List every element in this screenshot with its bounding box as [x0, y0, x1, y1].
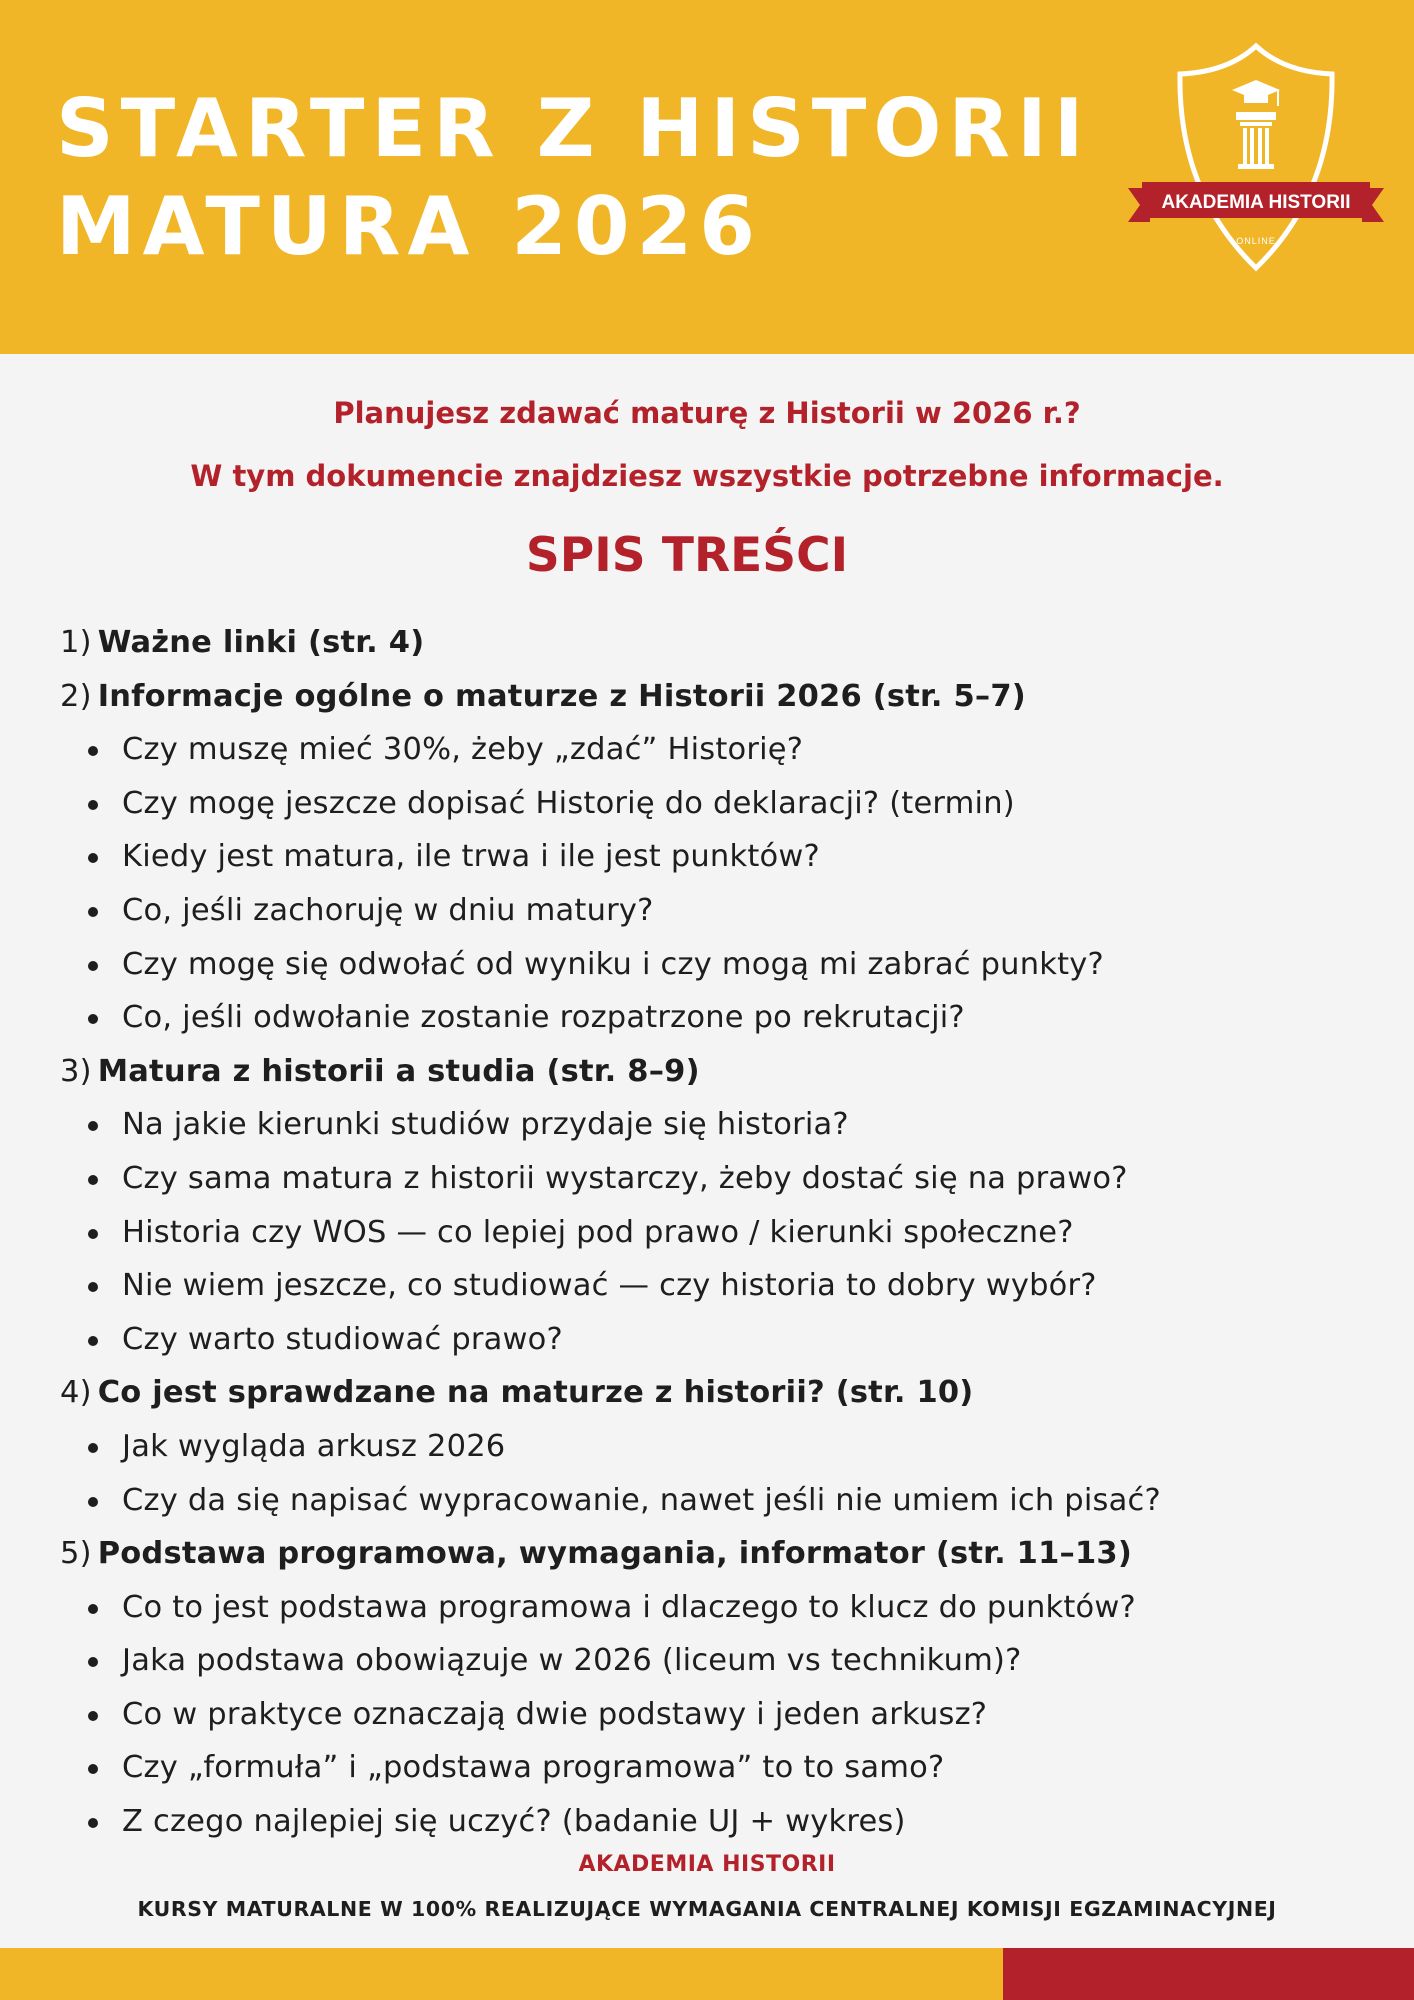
toc-section-number: 1) — [60, 625, 92, 660]
toc-section-number: 5) — [60, 1536, 92, 1572]
footer-tagline: KURSY MATURALNE W 100% REALIZUJĄCE WYMAGANIA CENTRALNEJ KOMISJI EGZAMINACYJNEJ — [137, 1897, 1277, 1921]
toc-list-item: Historia czy WOS — co lepiej pod prawo / kierunki społeczne? — [60, 1206, 1380, 1260]
column-icon — [1236, 112, 1276, 169]
toc-list-item: Na jakie kierunki studiów przydaje się historia? — [60, 1098, 1380, 1152]
footer-brand: AKADEMIA HISTORII — [578, 1852, 836, 1877]
footer-bar-red — [1003, 1948, 1414, 2000]
toc-section-title: Informacje ogólne o maturze z Historii 2026 (str. 5–7) — [97, 678, 1026, 714]
toc-list-item: Czy „formuła” i „podstawa programowa” to to samo? — [60, 1741, 1380, 1795]
title-line-1: STARTER Z HISTORII — [56, 82, 1091, 175]
toc-list-item: Co to jest podstawa programowa i dlaczego to klucz do punktów? — [60, 1581, 1380, 1635]
toc-list-item: Czy mogę się odwołać od wyniku i czy mogą mi zabrać punkty? — [60, 938, 1380, 992]
akademia-historii-logo — [1128, 42, 1384, 274]
table-of-contents — [60, 616, 1380, 1849]
toc-section-title: Ważne linki (str. 4) — [97, 625, 425, 660]
toc-list-item: Z czego najlepiej się uczyć? (badanie UJ + wykres) — [60, 1795, 1380, 1849]
footer-bar-yellow — [0, 1948, 1003, 2000]
toc-list-item: Co, jeśli odwołanie zostanie rozpatrzone po rekrutacji? — [60, 991, 1380, 1045]
title-line-2: MATURA 2026 — [56, 180, 762, 273]
toc-section — [60, 1527, 1380, 1581]
toc-list-item: Czy da się napisać wypracowanie, nawet jeśli nie umiem ich pisać? — [60, 1474, 1380, 1528]
toc-list-item: Czy warto studiować prawo? — [60, 1313, 1380, 1367]
logo-banner-text: AKADEMIA HISTORII — [1161, 192, 1351, 213]
toc-list-item: Co, jeśli zachoruję w dniu matury? — [60, 884, 1380, 938]
toc-list-item: Co w praktyce oznaczają dwie podstawy i jeden arkusz? — [60, 1688, 1380, 1742]
toc-list-item: Czy muszę mieć 30%, żeby „zdać” Historię? — [60, 723, 1380, 777]
toc-list-item: Czy sama matura z historii wystarczy, żeby dostać się na prawo? — [60, 1152, 1380, 1206]
toc-section-title: Matura z historii a studia (str. 8–9) — [97, 1053, 700, 1089]
header-banner — [0, 0, 1414, 354]
toc-section-title: Podstawa programowa, wymagania, informator (str. 11–13) — [97, 1536, 1132, 1572]
toc-section — [60, 670, 1380, 724]
toc-list-item: Czy mogę jeszcze dopisać Historię do deklaracji? (termin) — [60, 777, 1380, 831]
toc-list-item: Jak wygląda arkusz 2026 — [60, 1420, 1380, 1474]
toc-list-item: Kiedy jest matura, ile trwa i ile jest punktów? — [60, 830, 1380, 884]
toc-section — [60, 1366, 1380, 1420]
toc-section-title: Co jest sprawdzane na maturze z historii? (str. 10) — [97, 1375, 974, 1411]
toc-section-number: 2) — [60, 678, 92, 714]
logo-sub-text: · ONLINE · — [1228, 236, 1284, 246]
toc-list-item: Nie wiem jeszcze, co studiować — czy historia to dobry wybór? — [60, 1259, 1380, 1313]
toc-section — [60, 616, 1380, 670]
toc-section-number: 3) — [60, 1053, 92, 1089]
intro-description: W tym dokumencie znajdziesz wszystkie potrzebne informacje. — [190, 459, 1224, 493]
toc-list-item: Jaka podstawa obowiązuje w 2026 (liceum vs technikum)? — [60, 1634, 1380, 1688]
graduation-cap-icon — [1232, 80, 1280, 106]
toc-section — [60, 1045, 1380, 1099]
intro-question: Planujesz zdawać maturę z Historii w 2026 r.? — [333, 396, 1081, 430]
toc-title: SPIS TREŚCI — [525, 528, 849, 583]
toc-section-number: 4) — [60, 1375, 92, 1411]
page-title — [56, 80, 1090, 276]
